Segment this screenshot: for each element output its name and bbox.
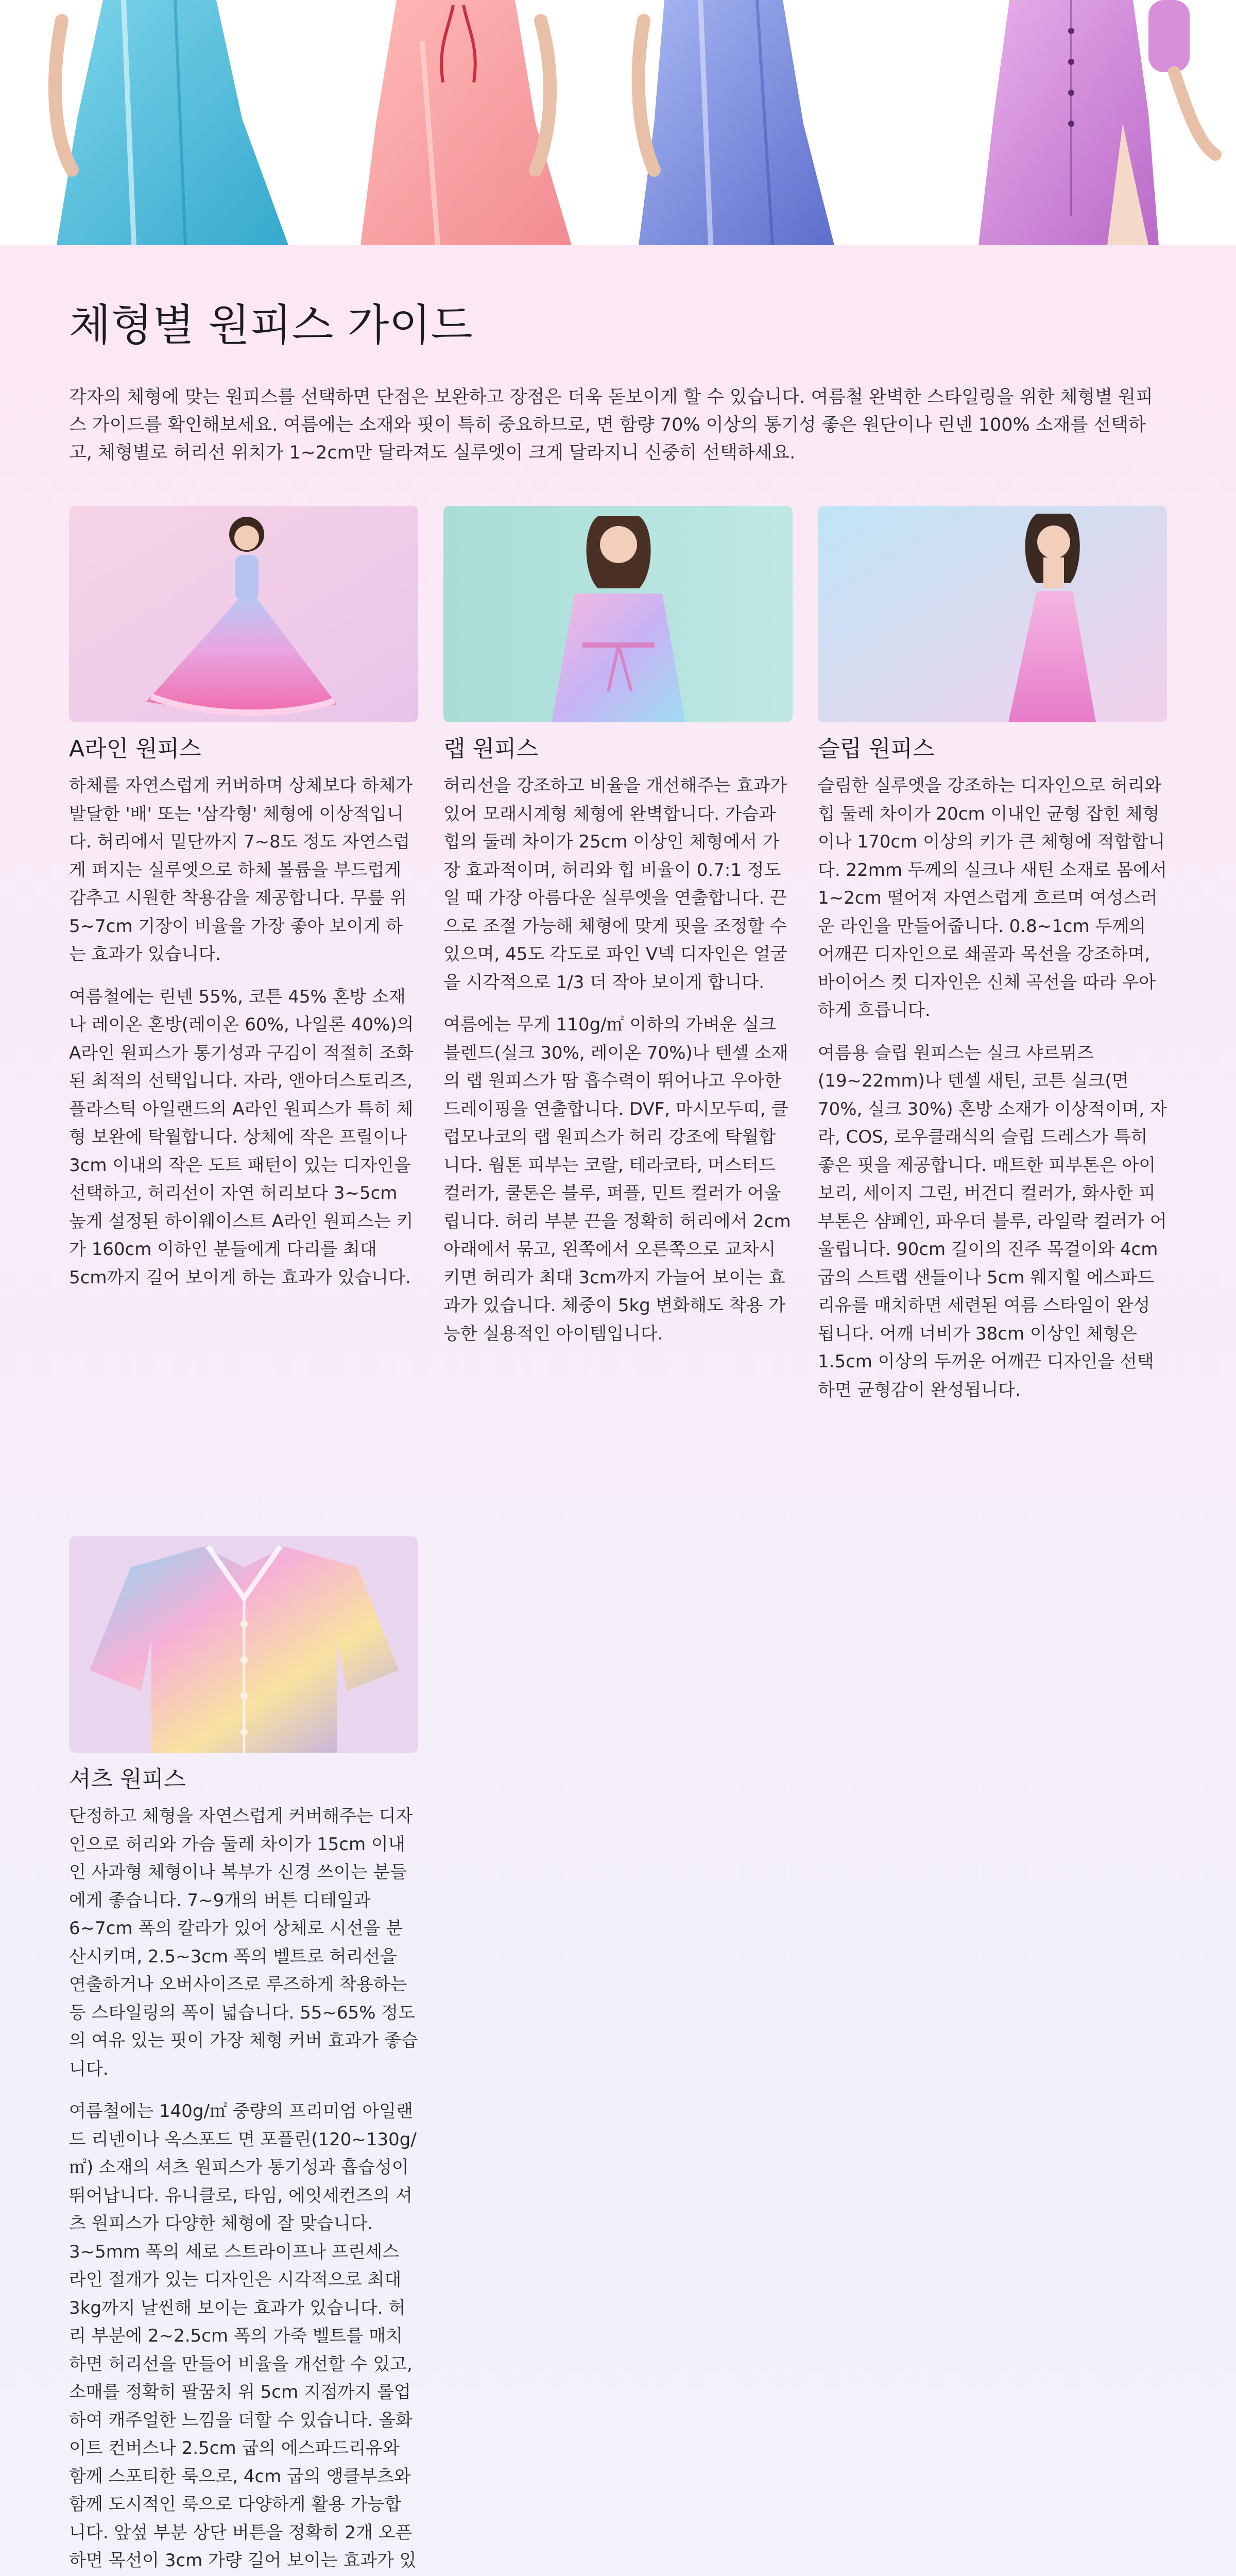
card-title: A라인 원피스 (69, 736, 201, 762)
card-wrap-dress (443, 506, 793, 1348)
card-paragraph: 여름철에는 140g/㎡ 중량의 프리미엄 아일랜드 리넨이나 옥스포드 면 포플린(120~130g/㎡) 소재의 셔츠 원피스가 통기성과 흡습성이 뛰어납니다. 유니클로, 타임, 에잇세컨즈의 셔츠 원피스가 다양한 체형에 잘 맞습니다. 3~5mm 폭의 세로 스트라이프나 프린세스 라인 절개가 있는 디자인은 시각적으로 최대 3kg까지 날씬해 보이는 효과가 있습니다. 허리 부분에 2~2.5cm 폭의 가죽 벨트를 매치하면 허리선을 만들어 비율을 개선할 수 있고, 소매를 정확히 팔꿈치 위 5cm 지점까지 롤업하여 캐주얼한 느낌을 더할 수 있습니다. 올화이트 컨버스나 2.5cm 굽의 에스파드리유와 함께 스포티한 룩으로, 4cm 굽의 앵클부츠와 함께 도시적인 룩으로 다양하게 활용 가능합니다. 앞섶 부분 상단 버튼을 정확히 2개 오픈하면 목선이 3cm 가량 길어 보이는 효과가 있 (69, 2101, 417, 2571)
card-paragraph: 슬림한 실루엣을 강조하는 디자인으로 허리와 힙 둘레 차이가 20cm 이내인 균형 잡힌 체형이나 170cm 이상의 키가 큰 체형에 적합합니다. 22mm 두께의 실크나 새틴 소재로 몸에서 1~2cm 떨어져 자연스럽게 흐르며 여성스러운 라인을 만들어줍니다. 0.8~1cm 두께의 어깨끈 디자인으로 쇄골과 목선을 강조하며, 바이어스 컷 디자인은 신체 곡선을 따라 우아하게 흐릅니다. (818, 775, 1167, 1021)
card-paragraph: 여름철에는 린넨 55%, 코튼 45% 혼방 소재나 레이온 혼방(레이온 60%, 나일론 40%)의 A라인 원피스가 통기성과 구김이 적절히 조화된 최적의 선택입니다. 자라, 앤아더스토리즈, 플라스틱 아일랜드의 A라인 원피스가 특히 체형 보완에 탁월합니다. 상체에 작은 프릴이나 3cm 이내의 작은 도트 패턴이 있는 디자인을 선택하고, 허리선이 자연 허리보다 3~5cm 높게 설정된 하이웨이스트 A라인 원피스는 키가 160cm 이하인 분들에게 다리를 최대 5cm까지 길어 보이게 하는 효과가 있습니다. (69, 986, 414, 1288)
slip-dress-photo (818, 506, 1167, 722)
hero-illustration (0, 0, 1236, 245)
shirt-dress-photo (69, 1536, 418, 1753)
card-paragraph: 단정하고 체형을 자연스럽게 커버해주는 디자인으로 허리와 가슴 둘레 차이가 15cm 이내인 사과형 체형이나 복부가 신경 쓰이는 분들에게 좋습니다. 7~9개의 버튼 디테일과 6~7cm 폭의 칼라가 있어 상체로 시선을 분산시키며, 2.5~3cm 폭의 벨트로 허리선을 연출하거나 오버사이즈로 루즈하게 착용하는 등 스타일링의 폭이 넓습니다. 55~65% 정도의 여유 있는 핏이 가장 체형 커버 효과가 좋습니다. (69, 1806, 418, 2079)
a-line-dress-photo (69, 506, 418, 722)
card-shirt-dress (69, 1536, 418, 2576)
page-title: 체형별 원피스 가이드 (69, 300, 473, 350)
hero-dress-illustrations (0, 0, 1236, 245)
card-a-line-dress (69, 506, 418, 1292)
card-paragraph: 하체를 자연스럽게 커버하며 상체보다 하체가 발달한 '배' 또는 '삼각형' 체형에 이상적입니다. 허리에서 밑단까지 7~8도 정도 자연스럽게 퍼지는 실루엣으로 하체 볼륨을 부드럽게 감추고 시원한 착용감을 제공합니다. 무릎 위 5~7cm 기장이 비율을 가장 좋아 보이게 하는 효과가 있습니다. (69, 775, 413, 964)
card-title: 랩 원피스 (443, 736, 539, 762)
card-slip-dress (818, 506, 1167, 1404)
card-paragraph: 여름용 슬립 원피스는 실크 샤르뮈즈(19~22mm)나 텐셀 새틴, 코튼 실크(면 70%, 실크 30%) 혼방 소재가 이상적이며, 자라, COS, 로우클래식의 슬립 드레스가 특히 좋은 핏을 제공합니다. 매트한 피부톤은 아이보리, 세이지 그린, 버건디 컬러가, 화사한 피부톤은 샴페인, 파우더 블루, 라일락 컬러가 어울립니다. 90cm 길이의 진주 목걸이와 4cm 굽의 스트랩 샌들이나 5cm 웨지힐 에스파드리유를 매치하면 세련된 여름 스타일이 완성됩니다. 어깨 너비가 38cm 이상인 체형은 1.5cm 이상의 두꺼운 어깨끈 디자인을 선택하면 균형감이 완성됩니다. (818, 1042, 1167, 1400)
wrap-dress-photo (443, 506, 793, 722)
card-paragraph: 허리선을 강조하고 비율을 개선해주는 효과가 있어 모래시계형 체형에 완벽합니다. 가슴과 힙의 둘레 차이가 25cm 이상인 체형에서 가장 효과적이며, 허리와 힙 비율이 0.7:1 정도일 때 가장 아름다운 실루엣을 연출합니다. 끈으로 조절 가능해 체형에 맞게 핏을 조정할 수 있으며, 45도 각도로 파인 V넥 디자인은 얼굴을 시각적으로 1/3 더 작아 보이게 합니다. (443, 775, 787, 993)
intro-paragraph: 각자의 체형에 맞는 원피스를 선택하면 단점은 보완하고 장점은 더욱 돋보이게 할 수 있습니다. 여름철 완벽한 스타일링을 위한 체형별 원피스 가이드를 확인해보세요. 여름에는 소재와 핏이 특히 중요하므로, 면 함량 70% 이상의 통기성 좋은 원단이나 린넨 100% 소재를 선택하고, 체형별로 허리선 위치가 1~2cm만 달라져도 실루엣이 크게 달라지니 신중히 선택하세요. (69, 387, 1153, 463)
card-paragraph: 여름에는 무게 110g/㎡ 이하의 가벼운 실크 블렌드(실크 30%, 레이온 70%)나 텐셀 소재의 랩 원피스가 땀 흡수력이 뛰어나고 우아한 드레이핑을 연출합니다. DVF, 마시모두띠, 클럽모나코의 랩 원피스가 허리 강조에 탁월합니다. 웜톤 피부는 코랄, 테라코타, 머스터드 컬러가, 쿨톤은 블루, 퍼플, 민트 컬러가 어울립니다. 허리 부분 끈을 정확히 허리에서 2cm 아래에서 묶고, 왼쪽에서 오른쪽으로 교차시키면 허리가 최대 3cm까지 가늘어 보이는 효과가 있습니다. 체중이 5kg 변화해도 착용 가능한 실용적인 아이템입니다. (443, 1014, 791, 1344)
card-title: 슬립 원피스 (818, 736, 935, 762)
card-title: 셔츠 원피스 (69, 1766, 186, 1792)
